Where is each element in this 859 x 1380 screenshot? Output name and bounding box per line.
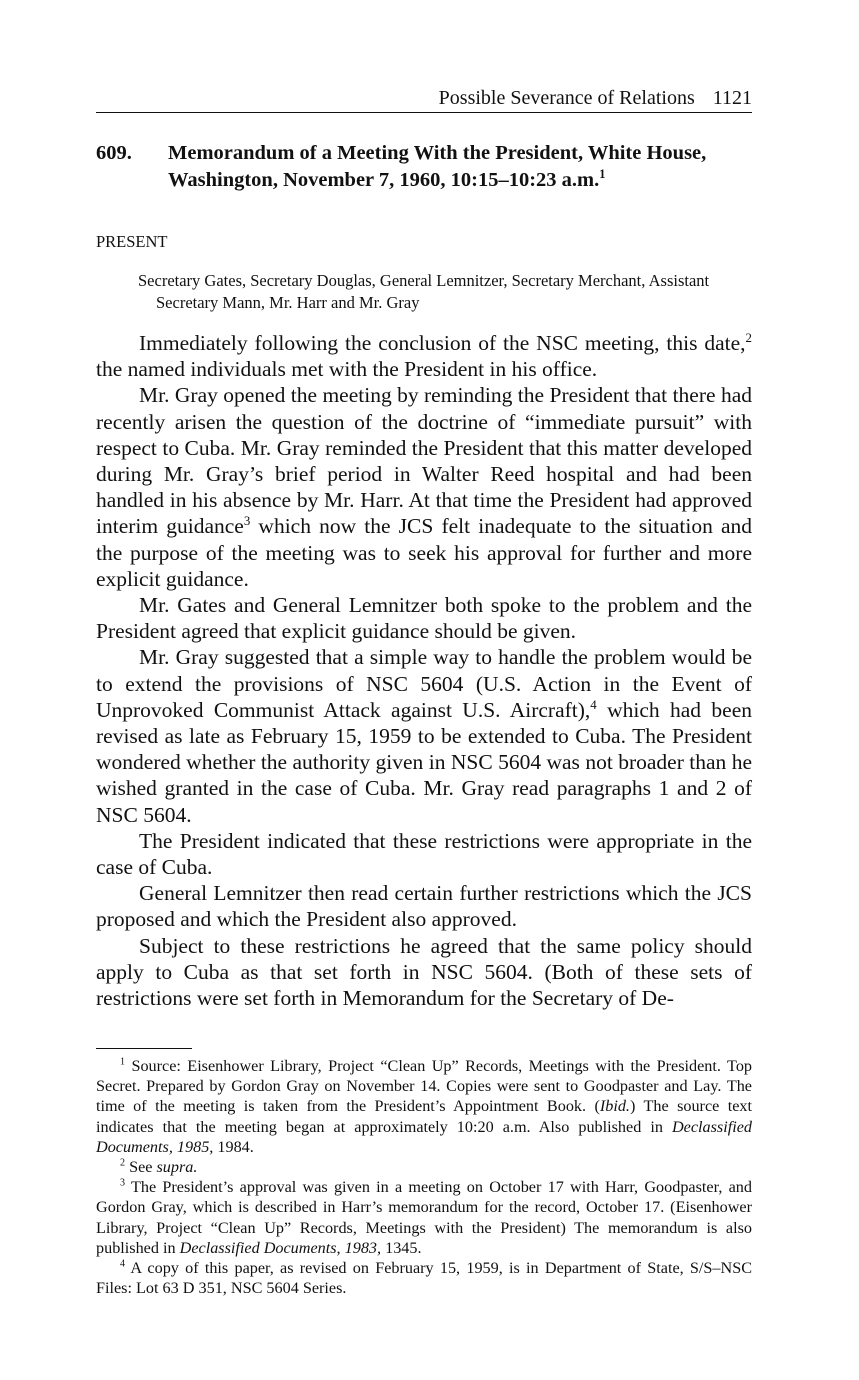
- paragraph: Mr. Gray opened the meeting by reminding the President that there had recently arisen the question of the doctrine of “immediate pursuit” with respect to Cuba. Mr. Gray reminded the President that this matter developed during Mr. Gray’s brief period in Walter Reed hospital and had been handled in his absence by Mr. Harr. At that time the President had approved interim guidance$^3$ which now the JCS felt inadequate to the situation and the purpose of the meeting was to seek his approval for further and more explicit guidance.: [96, 383, 752, 591]
- footnotes: [96, 1056, 752, 1298]
- running-head: [96, 86, 752, 113]
- document-title: [168, 140, 758, 194]
- footnote-ref: 1: [599, 167, 606, 182]
- paragraph: The President indicated that these restrictions were appropriate in the case of Cuba.: [96, 828, 752, 880]
- document-title-text: Memorandum of a Meeting With the President, White House, Washington, November 7, 1960, 10:15–10:23 a.m.: [168, 142, 707, 191]
- present-attendees: Secretary Gates, Secretary Douglas, General Lemnitzer, Secretary Merchant, Assistant Secretary Mann, Mr. Harr and Mr. Gray: [138, 271, 710, 312]
- paragraph: Immediately following the conclusion of the NSC meeting, this date,$^2$ the named individuals met with the President in his office.: [96, 330, 752, 382]
- present-label: PRESENT: [96, 232, 168, 251]
- footnote-ref: 4: [590, 697, 597, 712]
- document-number: 609.: [96, 142, 132, 164]
- paragraph: Mr. Gray suggested that a simple way to handle the problem would be to extend the provisions of NSC 5604 (U.S. Action in the Event of Unprovoked Communist Attack against U.S. Aircraft),$^4$ which had been revised as late as February 15, 1959 to be extended to Cuba. The President wondered whether the authority given in NSC 5604 was not broader than he wished granted in the case of Cuba. Mr. Gray read paragraphs 1 and 2 of NSC 5604.: [96, 645, 752, 827]
- footnote: $^4$ A copy of this paper, as revised on February 15, 1959, is in Department of State, S/S–NSC Files: Lot 63 D 351, NSC 5604 Series.: [96, 1258, 752, 1298]
- footnote-divider: [96, 1048, 192, 1049]
- footnote: $^2$ See supra.: [120, 1157, 198, 1177]
- paragraph: Mr. Gates and General Lemnitzer both spoke to the problem and the President agreed that explicit guidance should be given.: [96, 593, 752, 644]
- footnote-ref: 2: [745, 330, 752, 345]
- footnote: $^3$ The President’s approval was given in a meeting on October 17 with Harr, Goodpaster, and Gordon Gray, which is described in Harr’s memorandum for the record, October 17. (Eisenhower Library, Project “Clean Up” Records, Meetings with the President) The memorandum is also published in Declassified Documents, 1983, 1345.: [96, 1177, 752, 1257]
- page-number: 1121: [712, 87, 752, 109]
- memo-body: [96, 330, 752, 1011]
- footnote: $^1$ Source: Eisenhower Library, Project “Clean Up” Records, Meetings with the President. Top Secret. Prepared by Gordon Gray on November 14. Copies were sent to Goodpaster and Lay. The time of the meeting is taken from the President’s Appointment Book. (Ibid.) The source text indicates that the meeting began at approximately 10:20 a.m. Also published in Declassified Documents, 1985, 1984.: [96, 1056, 753, 1156]
- paragraph: Subject to these restrictions he agreed that the same policy should apply to Cuba as that set forth in NSC 5604. (Both of these sets of restrictions were set forth in Memorandum for the Secretary of De-: [96, 933, 752, 1011]
- footnote-ref: 3: [243, 514, 251, 529]
- paragraph: General Lemnitzer then read certain further restrictions which the JCS proposed and which the President also approved.: [96, 881, 752, 932]
- running-head-title: Possible Severance of Relations: [438, 87, 695, 109]
